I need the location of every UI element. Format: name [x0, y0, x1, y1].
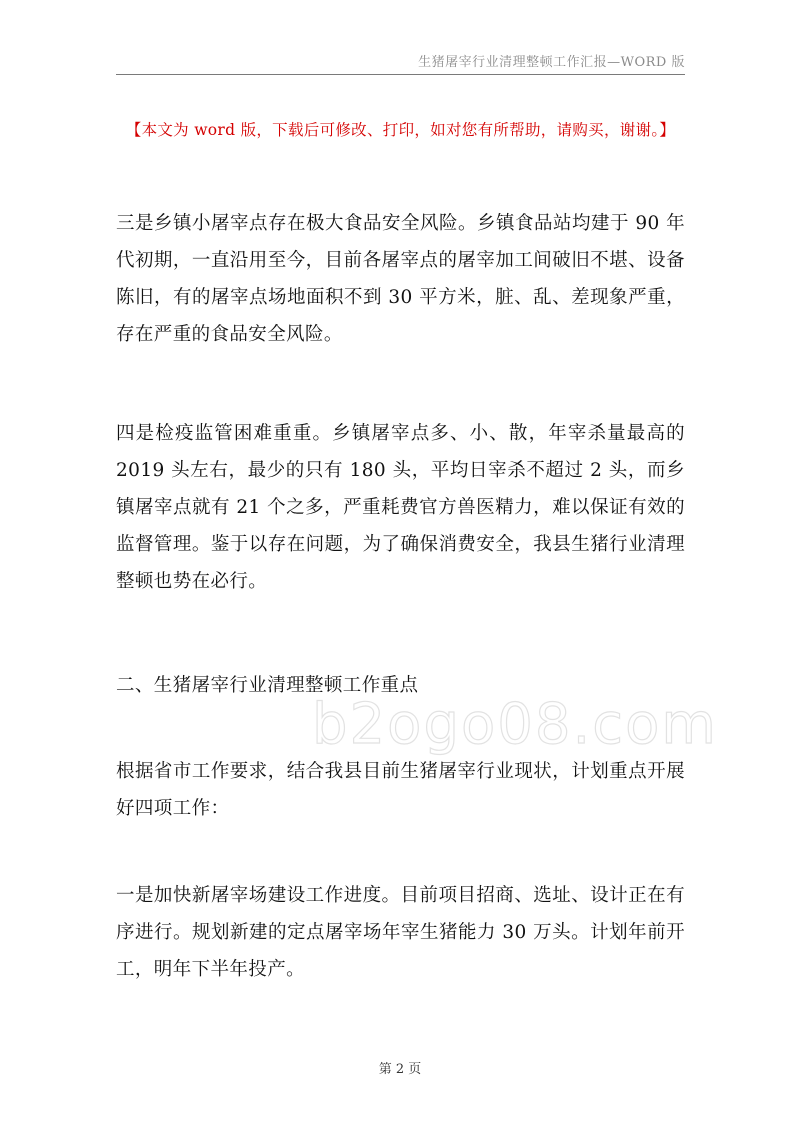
paragraph-risk: 三是乡镇小屠宰点存在极大食品安全风险。乡镇食品站均建于 90 年代初期，一直沿用至今，目前各屠宰点的屠宰加工间破旧不堪、设备陈旧，有的屠宰点场地面积不到 30 平方米，脏、乱、差现象严重，存在严重的食品安全风险。 [116, 213, 685, 345]
header-divider [116, 74, 685, 75]
page-number: 第 2 页 [378, 1062, 422, 1077]
watermark: b2ogo08.com [312, 692, 718, 757]
running-header: 生猪屠宰行业清理整顿工作汇报—WORD 版 [418, 55, 685, 70]
paragraph-requirements: 根据省市工作要求，结合我县目前生猪屠宰行业现状，计划重点开展好四项工作： [116, 761, 685, 819]
section-heading: 二、生猪屠宰行业清理整顿工作重点 [116, 675, 419, 696]
paragraph-new-slaughterhouse: 一是加快新屠宰场建设工作进度。目前项目招商、选址、设计正在有序进行。规划新建的定点屠宰场年宰生猪能力 30 万头。计划年前开工，明年下半年投产。 [116, 885, 685, 980]
download-notice: 【本文为 word 版，下载后可修改、打印，如对您有所帮助，请购买，谢谢。】 [125, 121, 676, 139]
paragraph-inspection: 四是检疫监管困难重重。乡镇屠宰点多、小、散，年宰杀量最高的 2019 头左右，最少的只有 180 头，平均日宰杀不超过 2 头，而乡镇屠宰点就有 21 个之多，严重耗费官方兽医精力，难以保证有效的监督管理。鉴于以存在问题，为了确保消费安全，我县生猪行业清理整顿也势在必行。 [116, 423, 685, 592]
